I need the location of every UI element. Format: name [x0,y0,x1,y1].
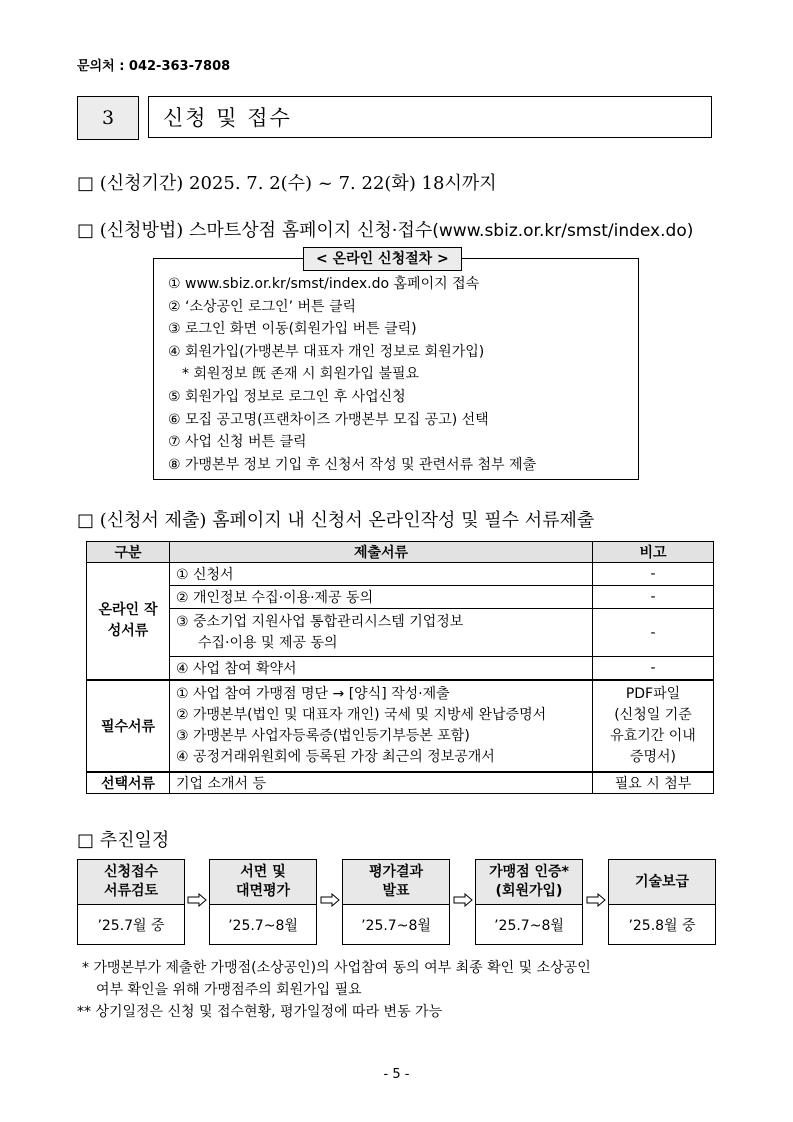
table-row [87,609,714,657]
note-line: PDF파일 [625,685,681,702]
schedule-heading: □ 추진일정 [77,830,170,851]
schedule-title-line: 평가결과 [368,864,424,880]
procedure-step: ② ‘소상공인 로그인’ 버튼 클릭 [168,298,357,315]
table-row [87,563,714,586]
contact-info: 문의처 : 042-363-7808 [77,59,231,74]
procedure-step: ⑤ 회원가입 정보로 로그인 후 사업신청 [168,388,406,405]
table-row [87,586,714,609]
category-required: 필수서류 [87,680,170,772]
arrow-right-icon [187,893,207,907]
footnote-line: 여부 확인을 위해 가맹점주의 회원가입 필요 [96,982,362,998]
schedule-step-1 [77,859,185,945]
schedule-step-4 [475,859,583,945]
footnote-2: ** 상기일정은 신청 및 접수현황, 평가일정에 따라 변동 가능 [77,1004,443,1020]
procedure-step: ④ 회원가입(가맹본부 대표자 개인 정보로 회원가입) [168,343,485,360]
schedule-step-date: ’25.7~8월 [361,918,431,934]
schedule-title-line: 대면평가 [235,883,291,899]
section-number: 3 [77,96,139,140]
doc-cell [170,609,593,657]
schedule-step-title [210,860,316,905]
arrow-right-icon [453,893,473,907]
note-line: 증명서) [629,748,677,765]
schedule-title-line: (회원가입) [495,883,563,899]
note-line: (신청일 기준 [614,706,692,723]
schedule-title-line: 신청접수 [103,864,159,880]
note-cell: - [593,609,714,657]
schedule-step-date: ’25.7~8월 [228,918,298,934]
doc-line: ③ 가맹본부 사업자등록증(법인등기부등본 포함) [176,727,470,744]
category-optional: 선택서류 [87,772,170,794]
doc-line: 수집·이용 및 제공 동의 [198,634,338,651]
doc-line: ① 사업 참여 가맹점 명단 → [양식] 작성·제출 [176,685,450,702]
schedule-step-5 [608,859,716,945]
procedure-steps [168,273,536,476]
category-online-label: 온라인 작성서류 [98,601,158,639]
table-row [87,657,714,680]
header-documents: 제출서류 [170,542,593,563]
footnote-line: * 가맹본부가 제출한 가맹점(소상공인)의 사업참여 동의 여부 최종 확인 및 소상공인 [82,960,591,976]
category-online [87,563,170,680]
note-cell: - [593,657,714,680]
schedule-title-line: 서류검토 [103,883,159,899]
note-cell [593,680,714,772]
doc-line: ③ 중소기업 지원사업 통합관리시스템 기업정보 [176,613,464,630]
schedule-title-line: 발표 [382,883,410,899]
arrow-right-icon [586,893,606,907]
procedure-step: ⑥ 모집 공고명(프랜차이즈 가맹본부 모집 공고) 선택 [168,411,489,428]
note-cell: - [593,563,714,586]
doc-line: ④ 공정거래위원회에 등록된 가장 최근의 정보공개서 [176,748,495,765]
schedule-title-line: 서면 및 [240,864,286,880]
table-header-row [87,542,714,563]
procedure-step: ⑦ 사업 신청 버튼 클릭 [168,434,307,451]
procedure-step-note: * 회원정보 旣 존재 시 회원가입 불필요 [182,366,420,383]
note-line: 유효기간 이내 [610,727,696,744]
note-cell: - [593,586,714,609]
header-category: 구분 [87,542,170,563]
schedule-step-3 [342,859,450,945]
footnote-1 [82,957,591,1001]
schedule-title-line: 가맹점 인증* [489,864,569,880]
schedule-step-title [609,860,715,905]
doc-cell: 기업 소개서 등 [170,772,593,794]
schedule-step-title [476,860,582,905]
procedure-step: ③ 로그인 화면 이동(회원가입 버튼 클릭) [168,321,417,338]
documents-table [86,541,714,794]
application-period: □ (신청기간) 2025. 7. 2(수) ~ 7. 22(화) 18시까지 [77,173,497,194]
schedule-title-line: 기술보급 [634,873,690,890]
schedule-step-2 [209,859,317,945]
doc-cell: ① 신청서 [170,563,593,586]
procedure-step: ① www.sbiz.or.kr/smst/index.do 홈페이지 접속 [168,276,480,292]
procedure-step: ⑧ 가맹본부 정보 기입 후 신청서 작성 및 관련서류 첨부 제출 [168,456,537,473]
application-method [77,216,693,242]
doc-cell: ② 개인정보 수집·이용·제공 동의 [170,586,593,609]
application-method-text: □ (신청방법) 스마트상점 홈페이지 신청·접수 [77,220,433,241]
doc-cell: ④ 사업 참여 확약서 [170,657,593,680]
table-row [87,772,714,794]
note-cell: 필요 시 첨부 [593,772,714,794]
arrow-right-icon [320,893,340,907]
schedule-step-date: ’25.7월 중 [97,918,165,934]
header-note: 비고 [593,542,714,563]
submission-heading: □ (신청서 제출) 홈페이지 내 신청서 온라인작성 및 필수 서류제출 [77,510,595,531]
schedule-step-date: ’25.8월 중 [628,918,696,934]
page-number: - 5 - [383,1067,410,1082]
procedure-label: < 온라인 신청절차 > [303,247,462,271]
schedule-step-title [343,860,449,905]
schedule-step-title [78,860,184,905]
section-title: 신청 및 접수 [148,96,712,138]
table-row [87,680,714,772]
schedule-step-date: ’25.7~8월 [494,918,564,934]
doc-cell [170,680,593,772]
doc-line: ② 가맹본부(법인 및 대표자 개인) 국세 및 지방세 완납증명서 [176,706,547,723]
application-url: (www.sbiz.or.kr/smst/index.do) [432,221,694,241]
